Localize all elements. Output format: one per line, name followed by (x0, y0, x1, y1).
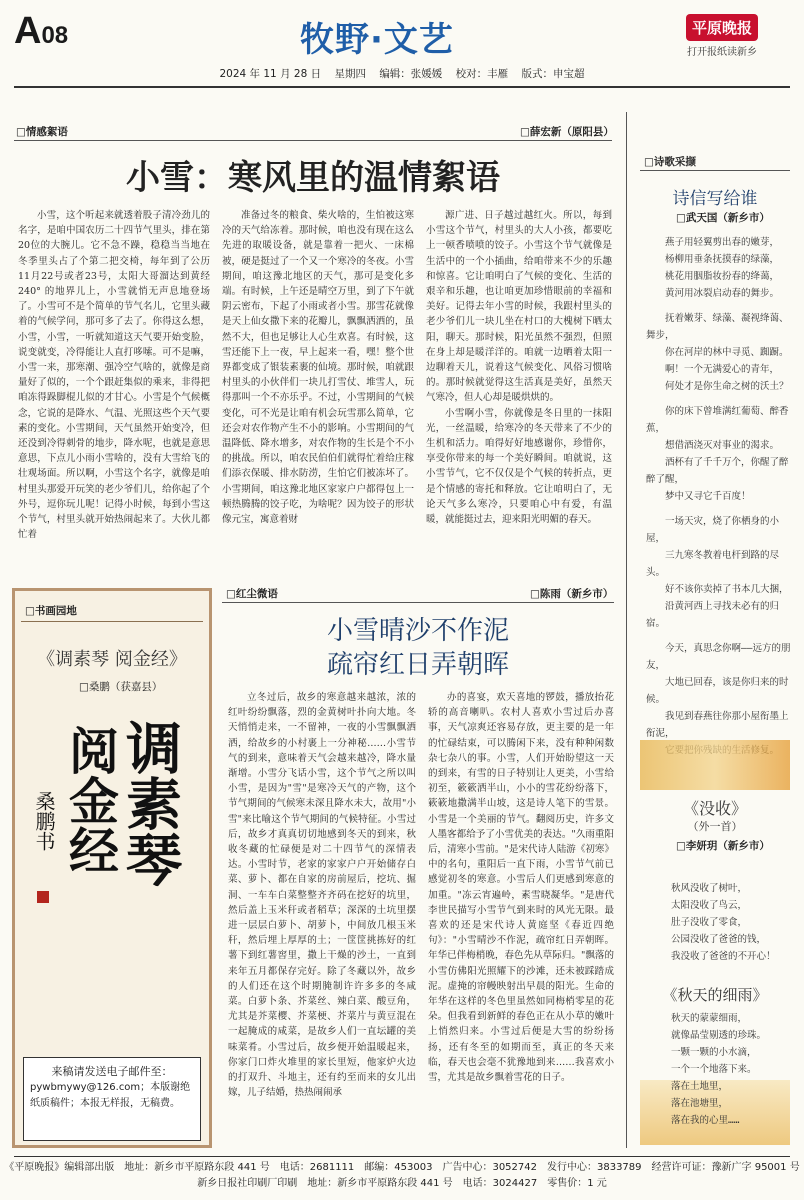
poem-stanza-2-line: 抚着嫩芽、绿藻、凝视绛蔼、舞步， (646, 313, 789, 341)
logo-slogan: 打开报纸读新乡 (687, 47, 757, 58)
poem1-line: 公园没收了爸爸的钱， (671, 934, 767, 945)
author-tag: □ 薛宏新（原阳县） (520, 124, 614, 139)
poem-stanza-1-line: 桃花用胭脂妆扮春的绛蔼， (665, 271, 780, 282)
submission-email: pywbmywy@126.com；本版谢绝纸质稿件；本报无样报，无稿费。 (30, 1082, 191, 1109)
divider (222, 602, 614, 603)
article-column-3: 源广进、日子越过越红火。所以，每到小雪这个节气，村里头的大人小孩，都要吃上一顿香喷喷的饺子。小雪这个节气就像是生活中的一个小插曲，给咱带来不少的乐趣和惊喜。它让咱明白了气候的变化、生活的艰辛和乐趣，也让咱更加珍惜眼前的幸福和美好。记得去年小雪的时候，我跟村里头的老少爷们儿一块儿坐在村口的大槐树下晒太阳，聊天。那时候，阳光虽然不强烈，但照在身上却是暖洋洋的。咱就一边晒着太阳一边聊着天儿，说着这气候变化、风俗习惯啥的。那时候就觉得这生活真是美好，虽然天气寒冷，但人心却是暖烘烘的。 小雪啊小雪，你就像是冬日里的一抹阳光，一丝温暖，给寒冷的冬天带来了不少的生机和活力。咱得好好地感谢你，珍惜你，享受你带来的每一个美好瞬间。咱就说，这小雪节气，它不仅仅是个气候的转折点，更是个情感的寄托和释放。它让咱明白了，无论天气多么寒冷，只要咱心中有爱，有温暖，就能挺过去，迎来阳光明媚的春天。 (426, 210, 612, 526)
poem1-line: 太阳没收了鸟云， (671, 900, 748, 911)
calligraphy-author: □ 桑鹏（获嘉县） (79, 679, 162, 694)
editor: 编辑：张媛媛 (379, 68, 443, 80)
poem1-title: 《没收》 (682, 799, 747, 818)
proofreader: 校对：丰雁 (455, 68, 509, 80)
issue-weekday: 星期四 (334, 68, 366, 80)
poem-stanza-3-line: 酒杯有了千千万个，你醒了醉醉了醒， (646, 457, 789, 485)
calligraphy-column-2: 阅金经 (61, 725, 120, 875)
footer-line-1: 《平原晚报》编辑部出版 地址：新乡市平原路东段 441 号 电话：2681111 邮编：453003 广告中心：3052742 发行中心：3833789 经营许可证：豫新广字 95001 号 (4, 1162, 800, 1173)
newspaper-logo (662, 14, 782, 58)
dateline (0, 66, 804, 81)
article-column-2: 办的喜宴，欢天喜地的锣鼓，播放抬花轿的高音喇叭。农村人喜欢小雪过后办喜事，天气凉爽还容易存放，更主要的是一年的忙碌结束，可以腾闲下来，没有种种闲数杂七杂八的事。小雪，人们开始盼望这一天的到来，有雪的日子特别让人更美，小雪给初至，簌簌洒半山，小小的雪花纷纷落下，簌簌地撒满半山坡，这是诗人笔下的雪景。小雪是一个美丽的节气。翻阅历史，许多文人墨客都给予了小雪优美的表达。"久雨重阳后，清寒小雪前。"是宋代诗人陆游《初寒》中的名句，重阳后一直下雨，小雪节气前已感觉初冬的寒意。小雪后人们更感到寒意的加重。"冻云宵遍岭，素雪晓凝华。"是唐代李世民描写小雪节气到来时的风光无限。最喜欢的还是宋代诗人黄庭坚《春近四绝句》："小雪晴沙不作泥，疏帘红日弄朝晖。年华已伴梅梢晚，春色先从草际归。"飘落的小雪仿佛阳光照耀下的沙滩，还未被踩踏成泥。虚掩的帘幔映射出早晨的阳光。生命的年华在这样的冬色里虽然如同梅梢零星的花朵。但我看到新鲜的春色正在从小草的嫩叶上悄然归来。小雪过后便是大雪的纷纷扬扬，还有冬至的如期而至，真正的冬天来临，春天也会毫不犹豫地到来……我喜欢小雪，尤其是故乡飘着雪花的日子。 (428, 692, 614, 1084)
issue-date: 2024 年 11 月 28 日 (219, 68, 322, 80)
header-rule (14, 86, 790, 88)
poem-stanza-1-line: 杨柳用垂条抚摸春的绿藻， (665, 254, 780, 265)
poem2-line: 就像晶莹剔透的珍珠。 (671, 1030, 767, 1041)
poem-stanza-1-line: 黄河用冰裂启动春的舞步。 (665, 288, 780, 299)
poem-stanza-5-line: 大地已回春，该是你归来的时候。 (646, 677, 789, 705)
poem-stanza-2-line: 啊！一个无满爱心的青年， (665, 364, 780, 375)
submission-heading: 来稿请发送电子邮件至： (51, 1065, 173, 1078)
title-line-2: 疏帘红日弄朝晖 (326, 650, 509, 680)
poem1-line: 我没收了爸爸的不开心！ (671, 951, 776, 962)
poetry-column-tag: □ 诗歌采撷 (644, 154, 696, 169)
article-column-1: 立冬过后，故乡的寒意越来越浓，浓的红叶纷纷飘落，烈的金黄树叶扑向大地。冬天悄悄走来，一不留神，一夜的小雪飘飘洒洒，给故乡的小村裹上一分神秘……小雪节气的到来，意味着天气会越来越冷，降水量渐增。小雪分飞话小雪，这个节气之所以叫小雪，是因为"雪"是寒冷天气的产物，这个节气期间的气候寒未深且降水未大，故用"小雪"来比喻这个节气期间的气候特征。小雪过后，故乡才真真切切地感到冬天的到来，秋收冬藏的忙碌便是对二十四节气的深情表达。小雪时节，老家的家家户户开始储存白菜、萝卜、都在自家的房前屋后，挖坑、掘洞、一车车白菜整整齐齐码在挖好的坑里，然后盖上玉米秆或者稻草；深深的土坑里摆进一层层白萝卜、胡萝卜，中间放几根玉米秆，然后埋上厚厚的土；一筐筐挑拣好的红薯下到红薯窖里，撒上干燥的沙土，一直到来年五月都保存完好。除了冬藏以外，故乡的人们还在这个时期腌制许许多多的冬咸菜。白萝卜条、芥菜丝、辣白菜、酸豆角，尤其是芥菜樱、芥菜梗、芥菜片与黄豆混在一起腌成的咸菜，是故乡人们一直坛罐的美味菜肴。小雪过后，故乡便开始温暖起来，你家门口炸火堆里的家长里短，他家炉火边的打双升、斗地主，还有约至而来的女儿出嫁，儿子结婚，热热闹闹承 (228, 692, 416, 1099)
poem2-line: 一颗一颗的小水滴， (671, 1047, 757, 1058)
section-title: 牧野·文艺 (300, 20, 454, 60)
poem2-body (652, 1010, 792, 1129)
poem-stanza-5-line: 我见到春燕往你那小屋衔墨上衔泥， (646, 711, 789, 739)
calligraphy-signature: 桑鹏书 (32, 791, 56, 851)
calligraphy-column-1: 调素琴 (117, 719, 183, 887)
poem-stanza-2-line: 何处才是你生命之树的沃土？ (665, 381, 789, 392)
poem1-body (652, 880, 792, 965)
poem2-line: 落在池塘里， (671, 1098, 729, 1109)
article-column-1: 小雪，这个听起来就透着股子清冷劲儿的名字，是咱中国农历二十四节气里头，排在第20位的大腕儿。它不急不躁，稳稳当当地在冬季里头占了个第二把交椅，每年到了公历11月22号或者23号，太阳大哥溜达到黄经240° 的地界儿上，小雪就悄无声息地登场了。小雪可不是个简单的节气名儿，它里头藏着的气候学问，那可多了去了。你得这么想，小雪，小雪，一听就知道这天气要开始变脸，说变就变，冷得能让人直打哆嗦。可不是嘛，小雪一来，那寒潮、强冷空气啥的，就像是商量好了似的，一个个跟赶集似的乘来，非得把咱冻得跺脚棍儿似的才甘心。小雪是个气候概念，它说的是降水、气温、光照这些个天气要素的变化。小雪期间，天气虽然开始变冷，但还没到冷得刺骨的地步，降水呢，也就是意思意思，下点儿小雨小雪啥的，没有大雪给飞的壮观场面。所以啊，小雪这个名字，就像是咱村里头那爱开玩笑的老少爷们儿，给你起了个外号，逗你玩儿呢！记得小时候，每到小雪这个节气，村里头就开始热闹起来了。大伙儿都忙着 (18, 210, 210, 541)
poem2-line: 落在我的心里…… (671, 1115, 740, 1126)
calligraphy-frame (12, 588, 212, 1148)
page-number: A08 (14, 10, 69, 52)
poem2-title: 《秋天的细雨》 (662, 986, 768, 1004)
author-tag: □ 陈雨（新乡市） (530, 586, 613, 601)
poem-stanza-3-line: 想借酒浇灭对事业的渴求。 (665, 440, 780, 451)
poem-author: □ 武天国（新乡市） (676, 210, 770, 225)
column-rule (626, 112, 627, 1148)
divider (21, 621, 203, 622)
poem-stanza-4-line: 沿黄河西上寻找未必有的归宿。 (646, 601, 780, 629)
poem-stanza-4-line: 一场天灾，烧了你栖身的小屋， (646, 516, 780, 544)
divider (640, 170, 790, 171)
poem-stanza-3-line: 梦中又寻它千百度！ (665, 491, 751, 502)
poem-title: 诗信写给谁 (672, 189, 758, 209)
seal-stamp (37, 891, 49, 903)
footer-rule (14, 1156, 790, 1157)
title-line-1: 小雪晴沙不作泥 (326, 616, 509, 646)
layout-designer: 版式：申宝超 (521, 68, 585, 80)
article-title (222, 614, 614, 682)
poem-stanza-1-line: 燕子用轻翼剪出春的嫩芽， (665, 237, 780, 248)
logo-mark: 平原晚报 (686, 14, 758, 41)
calligraphy-title: 《调素琴 阅金经》 (37, 649, 187, 670)
article-title: 小雪：寒风里的温情絮语 (126, 158, 500, 198)
calligraphy-column-tag: □ 书画园地 (25, 603, 77, 618)
poem2-line: 一个一个地落下来。 (671, 1064, 757, 1075)
poem2-line: 秋天的蒙蒙细雨， (671, 1013, 748, 1024)
submission-note (23, 1057, 201, 1141)
poem2-line: 落在土地里， (671, 1081, 729, 1092)
poem-stanza-2-line: 你在河岸的林中寻觅、踟蹰。 (665, 347, 789, 358)
poem-stanza-4-line: 好不该你卖掉了书本几大捆， (665, 584, 789, 595)
column-tag: □ 情感絮语 (16, 124, 68, 139)
poem-stanza-4-line: 三九寒冬教着电杆到路的尽头。 (646, 550, 780, 578)
article-column-2: 准备过冬的粮食、柴火啥的，生怕被这寒冷的天气给冻着。那时候，咱也没有现在这么先进的取暖设备，就是靠着一把火、一床棉被，硬是挺过了一个又一个寒冷的冬夜。小雪期间，咱这豫北地区的天气，那可是变化多端。有时候，上午还是晴空万里，到了下午就阴云密布，下起了小雨或者小雪。那雪花就像是天上仙女撒下来的花瓣儿，飘飘洒洒的，虽然不大，但也足够让人心生欢喜。有时候，这雪还能下上一夜，早上起来一看，嘿！整个世界都变成了银装素裹的仙境。那时候，咱就跟村里头的小伙伴们一块儿打雪仗、堆雪人，玩得那叫一个不亦乐乎。不过，小雪期间的气候变化，可不光是让咱有机会玩雪那么简单，它还会对农作物产生不小的影响。小雪期间的气温降低、降水增多，对农作物的生长是个不小的挑战。所以，咱农民伯伯们就得忙着给庄稼们添衣保暖、排水防涝，生怕它们被冻坏了。小雪期间，咱这豫北地区家家户户都得包上一顿热腾腾的饺子吃，为啥呢？因为饺子的形状像元宝，寓意着财 (222, 210, 414, 526)
poem-stanza-3-line: 你的床下曾堆满红葡萄、醉香蕉， (646, 406, 789, 434)
poem-stanza-5-line: 今天，真思念你啊——远方的朋友， (646, 643, 791, 671)
poem1-subtitle: （外一首） (687, 820, 743, 833)
column-tag: □ 红尘微语 (226, 586, 278, 601)
poem-body (646, 234, 792, 767)
poem1-line: 秋风没收了树叶， (671, 883, 748, 894)
footer (0, 1160, 804, 1192)
divider (14, 140, 612, 141)
poem1-author: □ 李妍玥（新乡市） (676, 838, 770, 853)
poem1-line: 肚子没收了零食， (671, 917, 748, 928)
footer-line-2: 新乡日报社印刷厂印刷 地址：新乡市平原路东段 441 号 电话：3024427 零售价：1 元 (197, 1178, 607, 1189)
decorative-leaves (640, 740, 790, 790)
